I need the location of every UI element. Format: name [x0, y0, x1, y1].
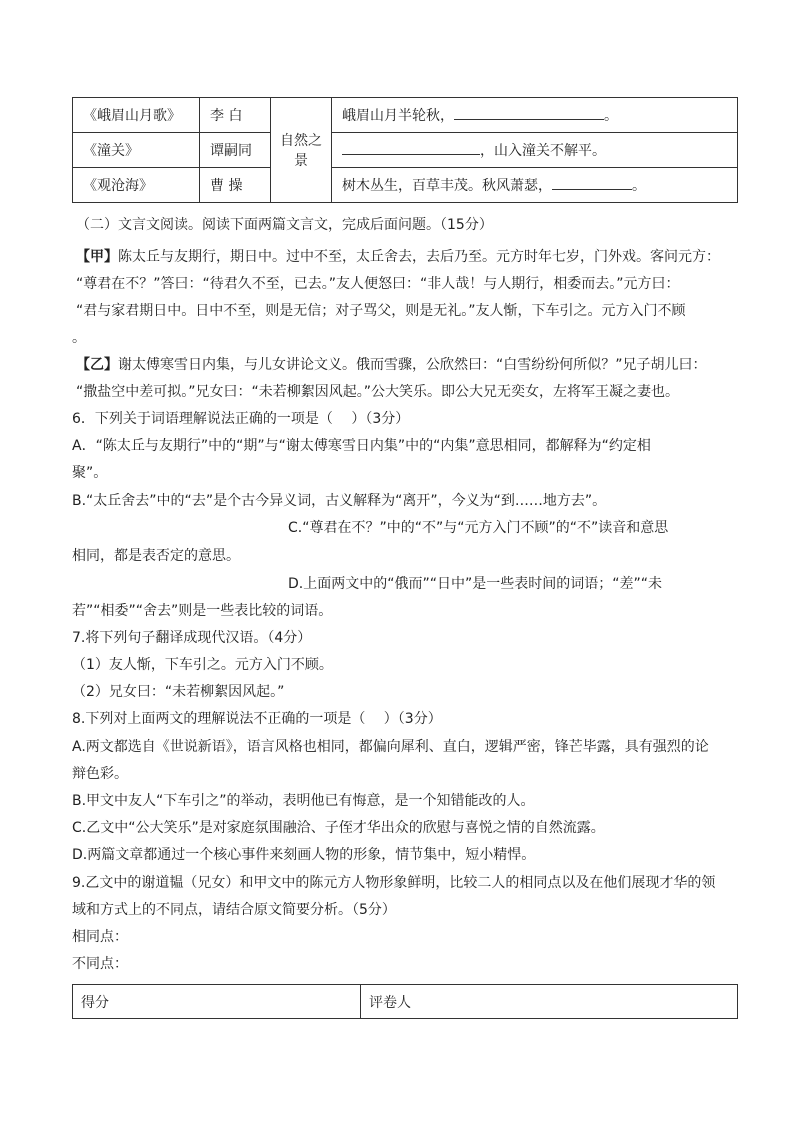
q8-option-d: D.两篇文章都通过一个核心事件来刻画人物的形象，情节集中，短小精悍。 — [72, 847, 536, 863]
question-8-stem: 8.下列对上面两文的理解说法不正确的一项是（ ）（3分） — [72, 711, 442, 727]
poem-title: 《峨眉山月歌》 — [73, 98, 200, 133]
q8-option-a: A.两文都选自《世说新语》，语言风格也相同，都偏向犀利、直白，逻辑严密，锋芒毕露，具有强烈的论 — [72, 739, 709, 755]
table-row — [73, 985, 738, 1019]
answer-blank[interactable] — [342, 140, 480, 155]
passage-label: 【甲】 — [76, 249, 118, 265]
question-9-stem-cont: 域和方式上的不同点，请结合原文简要分析。（5分） — [72, 902, 396, 918]
q6-option-a-cont: 聚”。 — [72, 465, 108, 481]
poem-line — [332, 98, 738, 133]
grader-cell[interactable]: 评卷人 — [361, 985, 738, 1019]
passage-yi-line: “撒盐空中差可拟。”兄女曰：“未若柳絮因风起。”公大笑乐。即公大兄无奕女，左将军王凝之妻也。 — [76, 384, 680, 400]
answer-blank[interactable] — [454, 105, 604, 120]
question-7-stem: 7.将下列句子翻译成现代汉语。（4分） — [72, 630, 312, 646]
q7-sentence-2: （2）兄女曰：“未若柳絮因风起。” — [72, 684, 285, 700]
passage-jia-line: “君与家君期日中。日中不至，则是无信；对子骂父，则是无礼。”友人惭，下车引之。元方入门不顾 — [76, 303, 686, 319]
table-row — [73, 98, 738, 133]
poem-author: 谭嗣同 — [200, 133, 271, 168]
poem-line-pre: 峨眉山月半轮秋， — [342, 108, 454, 124]
passage-jia-line: “尊君在不？”答曰：“待君久不至，已去。”友人便怒曰：“非人哉！与人期行，相委而去。”元方曰： — [76, 276, 680, 292]
q8-option-a-cont: 辩色彩。 — [72, 766, 128, 782]
poem-line-pre: 树木丛生，百草丰茂。秋风萧瑟， — [342, 178, 552, 194]
q6-option-c-cont: 相同，都是表否定的意思。 — [72, 548, 240, 564]
q8-option-c: C.乙文中“公大笑乐”是对家庭氛围融洽、子侄才华出众的欣慰与喜悦之情的自然流露。 — [72, 820, 605, 836]
q6-option-d: D.上面两文中的“俄而”“日中”是一些表时间的词语；“差”“未 — [288, 576, 662, 592]
poem-theme: 自然之景 — [271, 98, 332, 203]
q6-option-b: B.“太丘舍去”中的“去”是个古今异义词，古义解释为“离开”，今义为“到……地方去”。 — [72, 493, 607, 509]
passage-text: 谢太傅寒雪日内集，与儿女讲论文义。俄而雪骤，公欣然曰：“白雪纷纷何所似？”兄子胡儿曰： — [118, 357, 707, 373]
passage-jia-line: 。 — [72, 330, 86, 346]
passage-yi-line — [76, 355, 707, 375]
poem-author: 曹 操 — [200, 168, 271, 203]
poem-line-post: 。 — [604, 108, 618, 124]
poem-line — [332, 168, 738, 203]
table-row — [73, 168, 738, 203]
section-heading: （二）文言文阅读。阅读下面两篇文言文，完成后面问题。（15分） — [76, 217, 493, 233]
poem-line — [332, 133, 738, 168]
passage-text: 陈太丘与友期行，期日中。过中不至，太丘舍去，去后乃至。元方时年七岁，门外戏。客问元方： — [118, 249, 720, 265]
q9-diff-label: 不同点： — [72, 956, 128, 972]
poem-line-post: ，山入潼关不解平。 — [480, 143, 606, 159]
score-cell[interactable]: 得分 — [73, 985, 361, 1019]
passage-jia-line — [76, 247, 720, 267]
question-6-stem: 6．下列关于词语理解说法正确的一项是（ ）（3分） — [72, 411, 410, 427]
poem-title: 《潼关》 — [73, 133, 200, 168]
question-9-stem: 9.乙文中的谢道韫（兄女）和甲文中的陈元方人物形象鲜明，比较二人的相同点以及在他们展现才华的领 — [72, 875, 716, 891]
score-table — [72, 984, 738, 1019]
poem-title: 《观沧海》 — [73, 168, 200, 203]
poem-line-post: 。 — [632, 178, 646, 194]
q9-same-label: 相同点： — [72, 929, 128, 945]
answer-blank[interactable] — [552, 175, 632, 190]
q6-option-c: C.“尊君在不？”中的“不”与“元方入门不顾”的“不”读音和意思 — [288, 520, 669, 536]
q7-sentence-1: （1）友人惭，下车引之。元方入门不顾。 — [72, 657, 333, 673]
q6-option-d-cont: 若”“相委”“舍去”则是一些表比较的词语。 — [72, 603, 333, 619]
table-row — [73, 133, 738, 168]
q6-option-a: A．“陈太丘与友期行”中的“期”与“谢太傅寒雪日内集”中的“内集”意思相同，都解释为“约定相 — [72, 438, 651, 454]
q8-option-b: B.甲文中友人“下车引之”的举动，表明他已有悔意，是一个知错能改的人。 — [72, 793, 535, 809]
passage-label: 【乙】 — [76, 357, 118, 373]
poem-table — [72, 97, 738, 203]
poem-author: 李 白 — [200, 98, 271, 133]
